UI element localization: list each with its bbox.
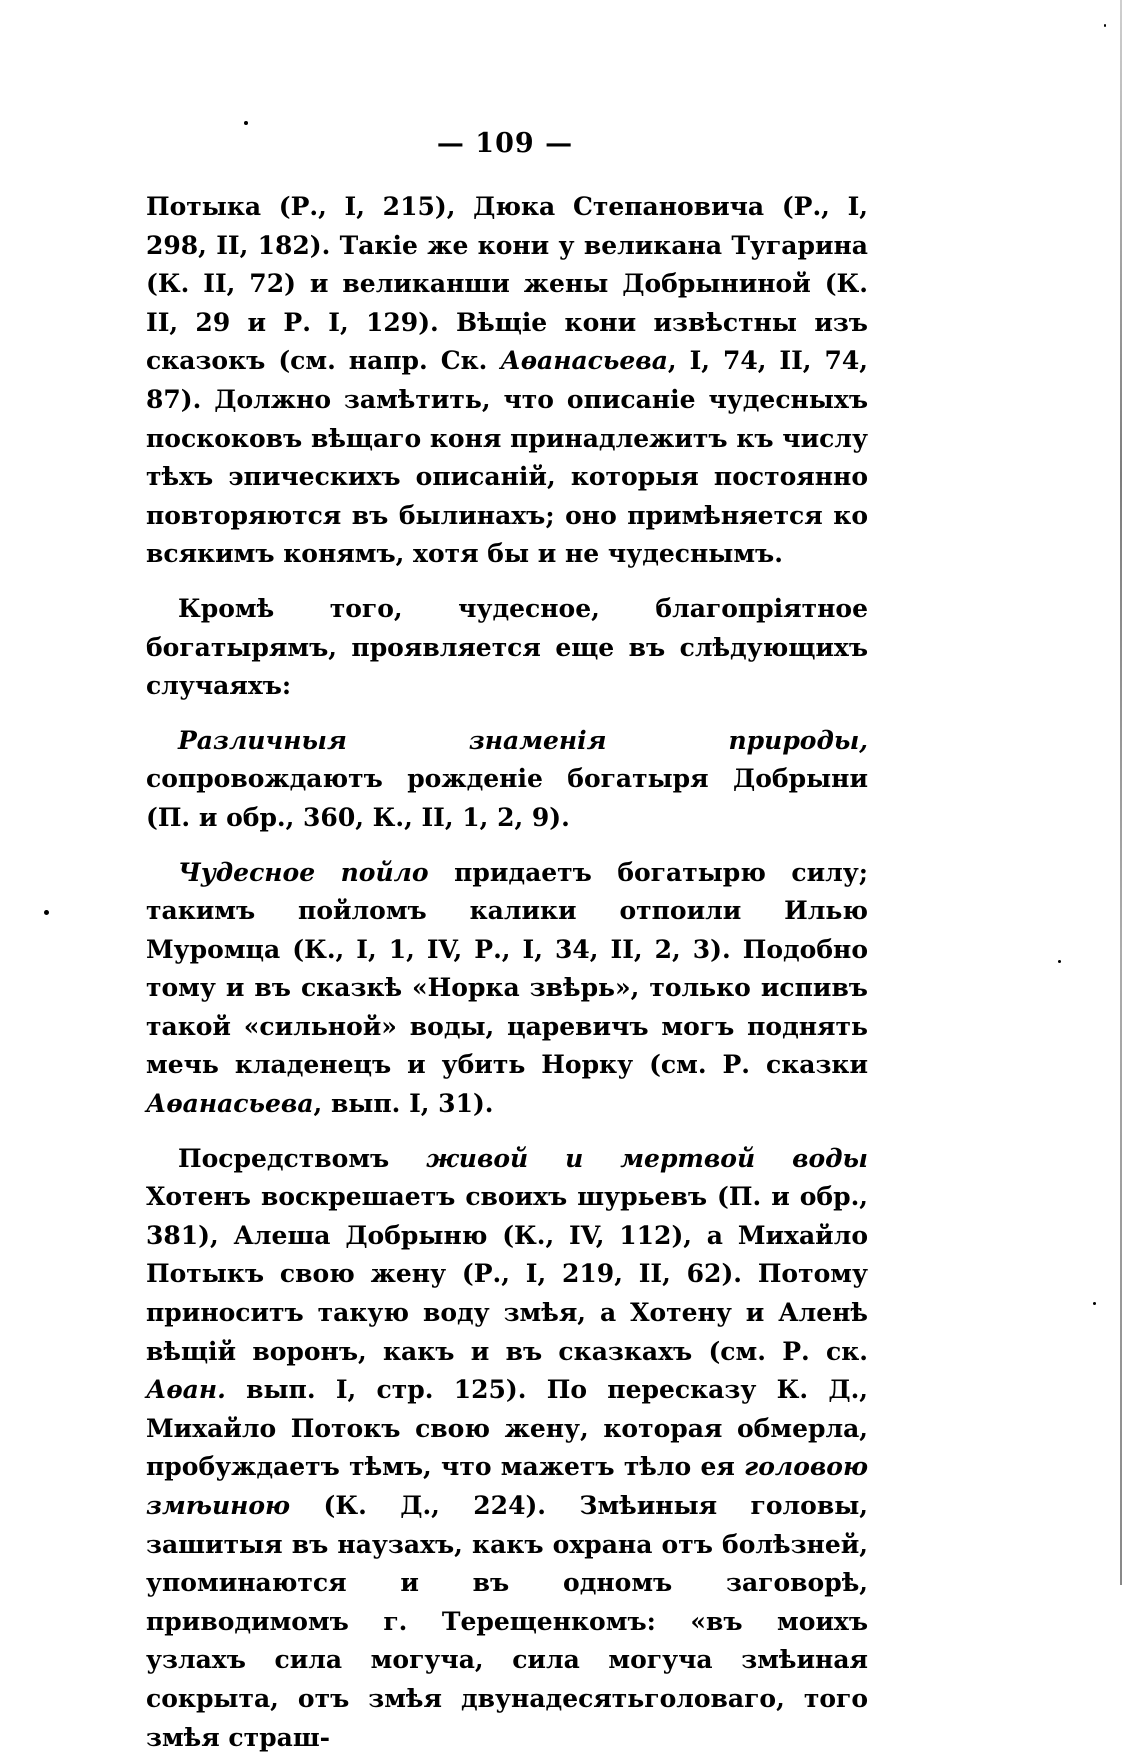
scan-speck <box>1058 960 1061 963</box>
text-run: , I, 74, II, 74, 87). Должно замѣтить, что описаніе чудесныхъ поскоковъ вѣщаго коня принадлежитъ къ числу тѣхъ эпическихъ описаній, которыя постоянно повторяются въ былинахъ; оно примѣняется ко всякимъ конямъ, хотя бы и не чудеснымъ. <box>146 346 868 569</box>
text-run: Потыка (Р., I, 215), Дюка Степановича (Р., I, 298, II, 182). Такіе же кони у великана Тугарина (К. II, 72) и великанши жены Добрыниной (К. II, 29 и Р. I, 129). Вѣщіе кони извѣстны изъ сказокъ (см. напр. Ск. <box>146 192 868 376</box>
italic-author-name: Аѳан. <box>146 1375 226 1405</box>
paragraph-continued <box>146 188 868 574</box>
text-run: Кромѣ того, чудесное, благопріятное богатырямъ, проявляется еще въ слѣдующихъ случаяхъ: <box>146 593 868 701</box>
text-run: сопровождаютъ рожденіе богатыря Добрыни (П. и обр., 360, К., II, 1, 2, 9). <box>146 764 868 832</box>
scan-edge-line <box>1120 0 1122 1585</box>
scan-speck <box>1093 1302 1096 1305</box>
paragraph <box>146 722 868 838</box>
scan-speck <box>44 910 49 915</box>
italic-term: Различныя знаменія природы, <box>178 725 868 755</box>
text-run: , вып. I, 31). <box>313 1089 494 1119</box>
paragraph <box>146 1140 868 1757</box>
paragraph <box>146 854 868 1124</box>
text-run: придаетъ богатырю силу; такимъ пойломъ калики отпоили Илью Муромца (К., I, 1, IV, Р., I, 34, II, 2, 3). Подобно тому и въ сказкѣ «Норка звѣрь», только испивъ такой «сильной» воды, царевичъ могъ поднять мечь кладенецъ и убить Норку (см. Р. сказки <box>146 857 868 1080</box>
scan-speck <box>244 121 248 125</box>
text-run: Хотенъ воскрешаетъ своихъ шурьевъ (П. и обр., 381), Алеша Добрыню (К., IV, 112), а Михайло Потыкъ свою жену (Р., I, 219, II, 62). Потому приноситъ такую воду змѣя, а Хотену и Аленѣ вѣщій воронъ, какъ и въ сказкахъ (см. Р. ск. <box>146 1182 868 1366</box>
text-run: вып. I, стр. 125). По пересказу К. Д., Михайло Потокъ свою жену, которая обмерла, пробуждаетъ тѣмъ, что мажетъ тѣло ея <box>146 1375 868 1482</box>
text-run: (К. Д., 224). Змѣиныя головы, зашитыя въ наузахъ, какъ охрана отъ болѣзней, упоминаются и въ одномъ заговорѣ, приводимомъ г. Терещенкомъ: «въ моихъ узлахъ сила могуча, сила могуча змѣиная сокрыта, отъ змѣя двунадесятьголоваго, того змѣя страш- <box>146 1491 868 1752</box>
scan-speck <box>1104 24 1106 27</box>
main-text <box>146 188 868 1757</box>
italic-author-name: Аѳанасьева <box>146 1089 314 1119</box>
page-number: — 109 — <box>436 128 574 159</box>
italic-term: Чудесное пойло <box>178 857 429 887</box>
text-run: Посредствомъ <box>178 1143 427 1173</box>
italic-term: головою змѣиною <box>146 1452 868 1520</box>
italic-term: живой и мертвой воды <box>426 1143 868 1173</box>
paragraph <box>146 590 868 706</box>
italic-author-name: Аѳанасьева <box>500 346 668 376</box>
